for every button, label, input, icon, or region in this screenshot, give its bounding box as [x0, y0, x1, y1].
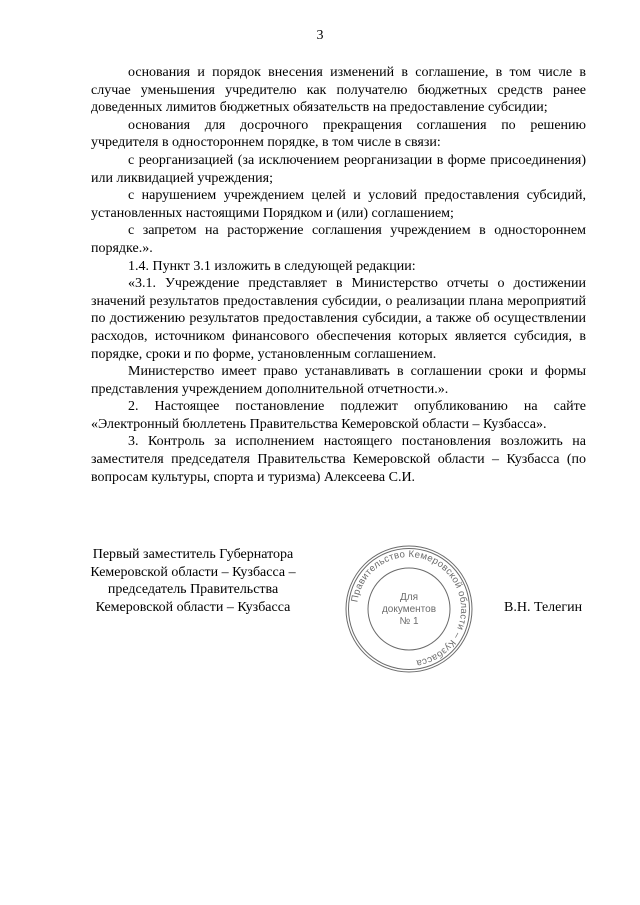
- document-body: [91, 64, 586, 486]
- paragraph: «3.1. Учреждение представляет в Министерство отчеты о достижении значений результатов предоставления субсидии, о реализации плана мероприятий по достижению результатов предоставления субсидии, а также об осуществлении расходов, источником финансового обеспечения которых является субсидия, в порядке, сроки и по форме, установленным соглашением.: [91, 276, 586, 362]
- paragraph: 2. Настоящее постановление подлежит опубликованию на сайте «Электронный бюллетень Правительства Кемеровской области – Кузбасса».: [91, 399, 586, 432]
- paragraph: с реорганизацией (за исключением реорганизации в форме присоединения) или ликвидацией учреждения;: [91, 152, 586, 186]
- paragraph: с нарушением учреждением целей и условий предоставления субсидий, установленных настоящими Порядком и (или) соглашением;: [91, 188, 586, 221]
- signer-title-line: Кемеровской области – Кузбасса –: [90, 564, 296, 580]
- signer-name: В.Н. Телегин: [504, 600, 583, 615]
- paragraph: основания для досрочного прекращения соглашения по решению учредителя в одностороннем порядке, в том числе в связи:: [91, 117, 586, 151]
- signer-title: [78, 546, 308, 616]
- paragraph: 1.4. Пункт 3.1 изложить в следующей редакции:: [128, 258, 416, 274]
- stamp-center-line: документов: [381, 604, 437, 615]
- paragraph: Министерство имеет право устанавливать в соглашении сроки и формы представления учреждением дополнительной отчетности.».: [91, 364, 586, 397]
- signer-title-line: председатель Правительства: [107, 582, 279, 598]
- signer-title-line: Кемеровской области – Кузбасса: [95, 599, 291, 615]
- stamp-ring-text: Правительство Кемеровской области – Кузбасса: [349, 548, 470, 669]
- page-number: 3: [316, 28, 324, 43]
- stamp-center-line: № 1: [399, 616, 419, 627]
- official-stamp: [344, 544, 474, 674]
- paragraph: основания и порядок внесения изменений в соглашение, в том числе в случае уменьшения учредителю как получателю бюджетных средств ранее доведенных лимитов бюджетных обязательств на предоставление субсидии;: [91, 65, 586, 116]
- paragraph: 3. Контроль за исполнением настоящего постановления возложить на заместителя председателя Правительства Кемеровской области – Кузбасса (по вопросам культуры, спорта и туризма) Алексеева С.И.: [91, 434, 586, 485]
- signer-title-line: Первый заместитель Губернатора: [92, 547, 294, 562]
- paragraph: с запретом на расторжение соглашения учреждением в одностороннем порядке.».: [91, 223, 586, 256]
- stamp-center-line: Для: [399, 592, 419, 603]
